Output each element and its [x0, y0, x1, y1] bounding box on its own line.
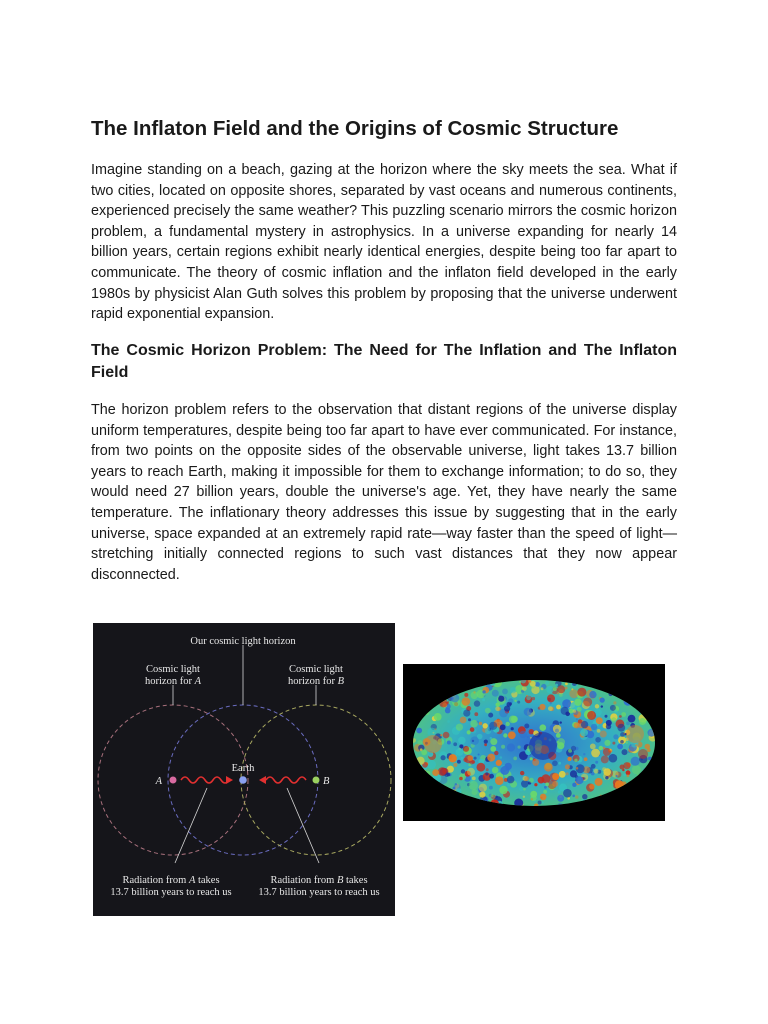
cmb-spot — [440, 734, 442, 736]
cmb-spot — [501, 745, 505, 749]
cmb-spot — [479, 784, 487, 792]
cmb-spot — [600, 698, 605, 703]
page-title: The Inflaton Field and the Origins of Cosmic Structure — [91, 117, 619, 140]
cmb-spot — [623, 773, 626, 776]
cmb-spot — [519, 731, 527, 739]
cmb-spot — [635, 744, 637, 746]
cmb-spot — [507, 783, 510, 786]
section-heading: The Cosmic Horizon Problem: The Need for The Inflation and The Inflaton Field — [91, 342, 677, 381]
cmb-spot — [589, 784, 595, 790]
point-b-marker — [313, 777, 320, 784]
cmb-spot — [438, 767, 447, 776]
cmb-spot — [522, 686, 527, 691]
cmb-spot — [469, 781, 478, 790]
cmb-spot — [574, 722, 580, 728]
cmb-spot — [482, 698, 485, 701]
cmb-spot — [601, 705, 603, 707]
cmb-spot — [601, 755, 609, 763]
cmb-spot — [483, 723, 488, 728]
cmb-spot — [620, 732, 625, 737]
cmb-spot — [577, 707, 582, 712]
cmb-spot — [485, 708, 491, 714]
cmb-spot — [645, 744, 651, 750]
cmb-spot — [482, 690, 485, 693]
cmb-spot — [458, 737, 466, 745]
cmb-spot — [490, 746, 496, 752]
cmb-spot — [524, 776, 529, 781]
cmb-spot — [518, 746, 521, 749]
cmb-spot — [582, 794, 587, 799]
cmb-spot — [604, 740, 610, 746]
cmb-spot — [456, 748, 464, 756]
cmb-spot — [545, 681, 549, 685]
cmb-spot — [467, 730, 471, 734]
cmb-spot — [542, 801, 544, 803]
cmb-spot — [499, 786, 507, 794]
cmb-patch — [529, 732, 557, 760]
cmb-spot — [556, 705, 561, 710]
cmb-spot — [619, 715, 622, 718]
cmb-spot — [470, 720, 478, 728]
cmb-spot — [613, 734, 618, 739]
cmb-spot — [572, 795, 575, 798]
cmb-spot — [489, 786, 493, 790]
cmb-spot — [485, 772, 488, 775]
cmb-spot — [623, 762, 630, 769]
cmb-spot — [605, 776, 608, 779]
bottom-left-label-2: 13.7 billion years to reach us — [110, 887, 232, 898]
cmb-spot — [528, 680, 531, 683]
cmb-spot — [456, 724, 463, 731]
cmb-patch — [626, 725, 644, 743]
cmb-spot — [520, 771, 524, 775]
section-paragraph: The horizon problem refers to the observation that distant regions of the universe display uniform temperatures, despite being too far apart to have ever communicated. For instance, from two points on the opposite sides of the observable universe, light takes 13.7 billion years to reach Earth, making it impossible for them to exchange information; to do so, they would need 27 billion years, double the universe's age. Yet, they have nearly the same temperature. The inflationary theory addresses this issue by suggesting that in the early universe, space expanded at an extremely rapid rate—way faster than the speed of light—stretching initially connected regions to such vast distances that they now appear disconnected. — [91, 402, 677, 583]
cmb-spot — [495, 707, 500, 712]
cmb-spot — [461, 757, 464, 760]
cmb-spot — [627, 774, 630, 777]
cmb-spot — [577, 688, 586, 697]
cmb-spot — [500, 766, 509, 775]
cmb-spot — [457, 760, 461, 764]
cmb-spot — [583, 777, 585, 779]
cmb-spot — [495, 776, 504, 785]
cmb-spot — [561, 707, 569, 715]
cmb-spot — [544, 786, 547, 789]
cmb-spot — [556, 733, 561, 738]
cmb-spot — [472, 777, 476, 781]
cmb-spot — [508, 731, 516, 739]
cmb-spot — [498, 696, 504, 702]
cmb-spot — [470, 736, 479, 745]
cmb-spot — [550, 702, 552, 704]
cmb-spot — [594, 769, 599, 774]
cmb-spot — [484, 740, 488, 744]
cmb-spot — [459, 777, 463, 781]
cmb-spot — [472, 789, 478, 795]
cmb-spot — [511, 716, 518, 723]
cmb-spot — [487, 754, 495, 762]
cmb-spot — [555, 684, 558, 687]
cmb-spot — [507, 743, 515, 751]
cmb-spot — [544, 763, 553, 772]
cmb-spot — [557, 738, 565, 746]
cmb-spot — [626, 722, 630, 726]
cmb-spot — [617, 744, 623, 750]
cmb-spot — [523, 788, 526, 791]
cmb-spot — [434, 713, 442, 721]
cmb-spot — [595, 778, 603, 786]
cmb-spot — [538, 801, 542, 805]
cmb-spot — [605, 715, 608, 718]
cmb-spot — [455, 783, 457, 785]
cmb-spot — [600, 731, 607, 738]
cmb-spot — [500, 724, 506, 730]
point-a-label: A — [155, 776, 162, 787]
cmb-spot — [557, 795, 564, 802]
cmb-spot — [517, 701, 520, 704]
cmb-spot — [628, 715, 636, 723]
cmb-spot — [417, 740, 422, 745]
cmb-spot — [574, 699, 581, 706]
cmb-spot — [464, 693, 468, 697]
cmb-spot — [576, 718, 578, 720]
cmb-spot — [519, 787, 523, 791]
bottom-left-label-1: Radiation from A takes — [122, 875, 220, 886]
cmb-spot — [467, 755, 473, 761]
left-label-2: horizon for A — [145, 676, 201, 687]
cmb-spot — [599, 746, 603, 750]
cmb-spot — [463, 746, 469, 752]
cmb-spot — [534, 783, 537, 786]
cmb-spot — [581, 721, 588, 728]
earth-label: Earth — [231, 763, 255, 774]
bottom-right-label-1: Radiation from B takes — [270, 875, 368, 886]
cmb-spot — [575, 795, 578, 798]
cmb-spot — [558, 762, 561, 765]
bottom-right-label-2: 13.7 billion years to reach us — [258, 887, 380, 898]
cmb-spot — [461, 769, 465, 773]
cmb-spot — [576, 776, 584, 784]
cmb-spot — [547, 694, 555, 702]
cmb-patch — [638, 749, 648, 759]
cmb-spot — [571, 746, 576, 751]
cmb-spot — [524, 708, 532, 716]
earth-marker — [239, 776, 247, 784]
cmb-spot — [596, 717, 603, 724]
cmb-spot — [632, 765, 641, 774]
cmb-spot — [576, 767, 579, 770]
cmb-spot — [611, 717, 616, 722]
cmb-spot — [527, 736, 529, 738]
cmb-spot — [463, 710, 470, 717]
right-label-2: horizon for B — [288, 676, 344, 687]
cmb-spot — [613, 701, 616, 704]
cmb-spot — [503, 733, 507, 737]
cmb-sky-map — [403, 664, 665, 821]
cmb-spot — [531, 798, 533, 800]
cmb-spot — [416, 728, 422, 734]
cmb-spot — [574, 759, 577, 762]
cmb-spot — [538, 777, 545, 784]
cmb-spot — [484, 743, 487, 746]
cmb-spot — [530, 757, 533, 760]
cmb-spot — [529, 729, 534, 734]
cmb-spot — [514, 700, 516, 702]
cmb-spot — [616, 775, 618, 777]
cmb-spot — [617, 724, 625, 732]
cmb-spot — [583, 753, 585, 755]
cmb-spot — [509, 702, 512, 705]
cmb-spot — [467, 768, 475, 776]
cmb-spot — [437, 729, 441, 733]
cmb-spot — [463, 758, 467, 762]
cmb-spot — [548, 706, 553, 711]
cosmic-horizon-diagram — [93, 623, 395, 916]
cmb-spot — [511, 727, 514, 730]
cmb-spot — [462, 697, 471, 706]
cmb-spot — [510, 687, 516, 693]
cmb-spot — [474, 700, 480, 706]
cmb-spot — [565, 764, 570, 769]
cmb-spot — [562, 699, 571, 708]
cmb-spot — [492, 690, 499, 697]
cmb-spot — [603, 768, 611, 776]
cmb-spot — [610, 705, 616, 711]
cmb-spot — [441, 755, 446, 760]
cmb-spot — [443, 732, 450, 739]
cmb-spot — [532, 759, 539, 766]
cmb-spot — [572, 783, 576, 787]
cmb-spot — [513, 757, 517, 761]
cmb-spot — [489, 774, 494, 779]
cmb-spot — [506, 722, 510, 726]
cmb-spot — [591, 749, 600, 758]
cmb-spot — [521, 780, 529, 788]
cmb-spot — [580, 729, 588, 737]
cmb-spot — [491, 794, 494, 797]
cmb-spot — [626, 741, 628, 743]
cmb-spot — [546, 686, 553, 693]
cmb-spot — [639, 718, 646, 725]
cmb-spot — [541, 687, 544, 690]
cmb-spot — [447, 773, 450, 776]
intro-paragraph: Imagine standing on a beach, gazing at the horizon where the sky meets the sea. What if two cities, located on opposite shores, separated by vast oceans and numerous continents, experienced precisely the same weather? This puzzling scenario mirrors the cosmic horizon problem, a fundamental mystery in astrophysics. In a universe expanding for nearly 14 billion years, certain regions exhibit nearly identical energies, despite being too far apart to communicate. The theory of cosmic inflation and the inflaton field developed in the early 1980s by physicist Alan Guth solves this problem by proposing that the universe underwent rapid exponential expansion. — [91, 162, 677, 323]
cmb-spot — [474, 757, 477, 760]
cmb-spot — [565, 683, 568, 686]
cmb-spot — [591, 724, 597, 730]
cmb-spot — [620, 765, 625, 770]
cmb-spot — [524, 724, 529, 729]
cmb-spot — [606, 724, 611, 729]
cmb-spot — [573, 709, 576, 712]
cmb-spot — [552, 781, 558, 787]
cmb-spot — [447, 720, 450, 723]
cmb-spot — [595, 761, 598, 764]
point-b-label: B — [323, 776, 330, 787]
cmb-spot — [566, 772, 569, 775]
cmb-spot — [535, 682, 540, 687]
cmb-spot — [587, 711, 596, 720]
cmb-spot — [496, 760, 502, 766]
cmb-spot — [474, 712, 478, 716]
cmb-spot — [504, 706, 510, 712]
cosmic-horizon-svg — [93, 623, 395, 916]
point-a-marker — [170, 777, 177, 784]
cmb-spot — [563, 789, 572, 798]
cmb-spot — [595, 737, 601, 743]
cmb-spot — [557, 685, 565, 693]
cmb-spot — [595, 704, 599, 708]
cmb-spot — [470, 727, 475, 732]
cmb-spot — [492, 767, 499, 774]
cmb-spot — [460, 717, 467, 724]
top-label: Our cosmic light horizon — [190, 636, 296, 647]
cmb-spot — [552, 773, 559, 780]
cmb-spot — [532, 697, 535, 700]
cmb-spot — [453, 763, 457, 767]
cmb-spot — [543, 790, 547, 794]
cmb-spot — [583, 698, 592, 707]
cmb-spot — [427, 760, 436, 769]
cmb-spot — [539, 704, 545, 710]
cmb-spot — [453, 742, 457, 746]
right-label-1: Cosmic light — [289, 664, 343, 675]
cmb-spot — [507, 776, 515, 784]
cmb-spot — [612, 742, 615, 745]
cmb-spot — [559, 771, 566, 778]
cmb-spot — [621, 712, 626, 717]
cmb-spot — [540, 794, 547, 801]
cmb-spot — [584, 757, 588, 761]
cmb-patch — [424, 735, 442, 753]
cmb-spot — [447, 741, 451, 745]
cmb-spot — [560, 721, 562, 723]
cmb-spot — [590, 744, 596, 750]
cmb-spot — [479, 722, 483, 726]
cmb-spot — [479, 792, 485, 798]
cmb-spot — [490, 737, 493, 740]
cmb-spot — [485, 728, 491, 734]
cmb-spot — [567, 757, 571, 761]
cmb-spot — [421, 749, 427, 755]
cmb-spot — [555, 729, 559, 733]
cmb-spot — [523, 796, 525, 798]
cmb-spot — [589, 691, 596, 698]
cmb-spot — [565, 687, 568, 690]
cmb-spot — [620, 740, 624, 744]
cmb-spot — [449, 754, 457, 762]
cmb-spot — [553, 687, 557, 691]
cmb-spot — [486, 768, 489, 771]
cmb-spot — [597, 729, 601, 733]
cmb-spot — [500, 756, 503, 759]
cmb-spot — [609, 754, 618, 763]
cmb-spot — [488, 713, 493, 718]
cmb-map-svg — [403, 664, 665, 821]
cmb-spot — [552, 761, 558, 767]
cmb-spot — [526, 696, 531, 701]
cmb-spot — [478, 754, 480, 756]
cmb-spot — [432, 769, 439, 776]
cmb-spot — [477, 763, 486, 772]
cmb-spot — [540, 724, 547, 731]
cmb-spot — [603, 748, 611, 756]
cmb-spot — [494, 751, 498, 755]
cmb-spot — [529, 778, 534, 783]
cmb-spot — [468, 718, 471, 721]
cmb-spot — [622, 749, 628, 755]
cmb-spot — [502, 689, 508, 695]
left-label-1: Cosmic light — [146, 664, 200, 675]
cmb-spot — [631, 757, 640, 766]
cmb-spot — [569, 689, 578, 698]
cmb-spot — [453, 787, 456, 790]
cmb-spot — [545, 782, 549, 786]
cmb-spot — [489, 722, 497, 730]
